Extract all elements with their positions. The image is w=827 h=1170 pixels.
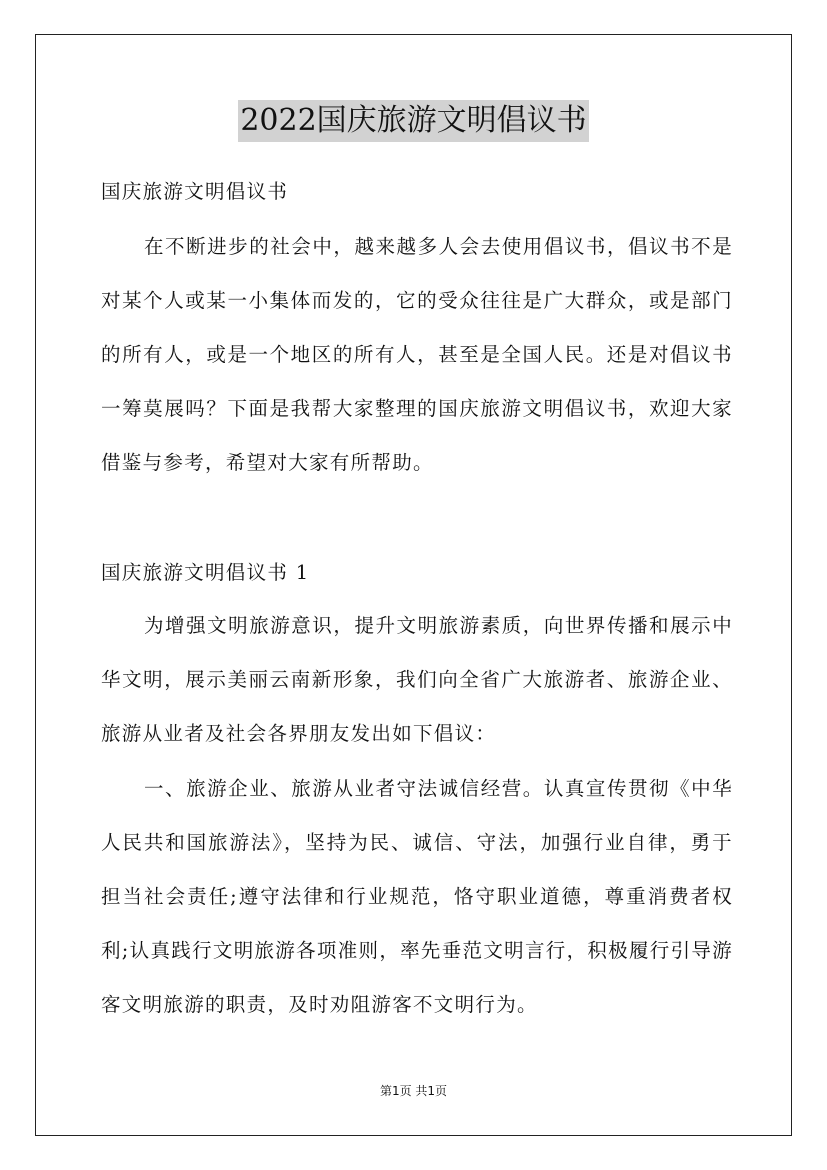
- section-heading-1: 国庆旅游文明倡议书 1: [101, 561, 310, 584]
- paragraph-2: 为增强文明旅游意识，提升文明旅游素质，向世界传播和展示中华文明，展示美丽云南新形象，我们向全省广大旅游者、旅游企业、旅游从业者及社会各界朋友发出如下倡议：: [101, 614, 733, 745]
- page-footer: 第1页 共1页: [379, 1084, 448, 1098]
- paragraph-3: 一、旅游企业、旅游从业者守法诚信经营。认真宣传贯彻《中华人民共和国旅游法》，坚持为民、诚信、守法，加强行业自律，勇于担当社会责任;遵守法律和行业规范，恪守职业道德，尊重消费者权利;认真践行文明旅游各项准则，率先垂范文明言行，积极履行引导游客文明旅游的职责，及时劝阻游客不文明行为。: [101, 777, 733, 1016]
- title-container: [0, 100, 827, 142]
- section-heading: 国庆旅游文明倡议书: [101, 180, 289, 203]
- intro-paragraph: 在不断进步的社会中，越来越多人会去使用倡议书，倡议书不是对某个人或某一小集体而发的，它的受众往往是广大群众，或是部门的所有人，或是一个地区的所有人，甚至是全国人民。还是对倡议书一筹莫展吗？下面是我帮大家整理的国庆旅游文明倡议书，欢迎大家借鉴与参考，希望对大家有所帮助。: [101, 235, 733, 474]
- document-title: 2022国庆旅游文明倡议书: [238, 100, 588, 142]
